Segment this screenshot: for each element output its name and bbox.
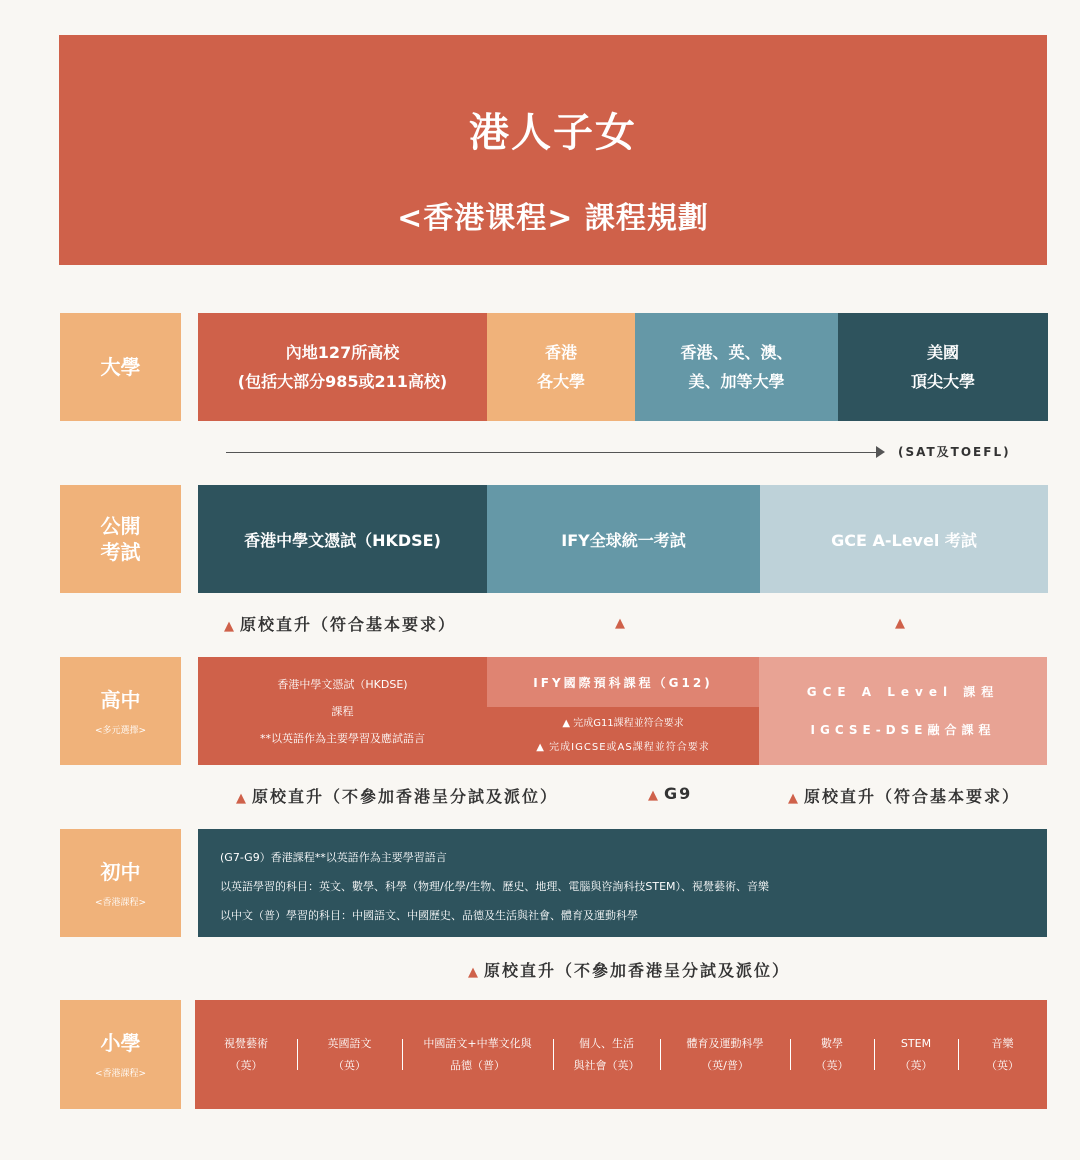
senior-ify-title <box>487 657 759 707</box>
university-international-line2: 美、加等大學 <box>688 372 785 391</box>
senior-note-g9 <box>648 784 692 803</box>
arrow-head-icon <box>876 446 885 458</box>
senior-gce-line1: GCE A Level 課程 <box>806 685 1000 699</box>
university-hongkong <box>487 313 635 421</box>
label-junior-text: 初中 <box>100 859 141 884</box>
arrow-line <box>226 452 880 453</box>
senior-gce <box>759 657 1047 765</box>
primary-subject <box>402 1000 553 1109</box>
primary-subject-language: 品德（普） <box>450 1058 505 1072</box>
primary-subject <box>660 1000 790 1109</box>
exam-note-direct-promotion <box>224 612 456 635</box>
primary-subjects <box>195 1000 1047 1109</box>
primary-subject-name: 視覺藝術 <box>224 1036 268 1050</box>
primary-subject-language: （英） <box>815 1058 849 1072</box>
triangle-icon: ▲ <box>224 619 236 634</box>
university-international <box>635 313 838 421</box>
university-mainland <box>198 313 487 421</box>
sat-toefl-label: (SAT及TOEFL) <box>898 445 1011 459</box>
university-hongkong-line1: 香港 <box>544 343 577 362</box>
junior-line3: 以中文（普）學習的科目：中國語文、中國歷史、品德及生活與社會、體育及運動科學 <box>220 909 638 922</box>
university-mainland-line1: 內地127所高校 <box>285 343 400 362</box>
primary-subject-language: （英） <box>333 1058 366 1072</box>
senior-ify-title-text: IFY國際預科課程（G12) <box>533 675 713 690</box>
university-international-line1: 香港、英、澳、 <box>680 343 793 362</box>
primary-subject <box>958 1000 1047 1109</box>
triangle-icon: ▲ <box>236 791 248 806</box>
exam-hkdse-text: 香港中學文憑試（HKDSE) <box>244 530 441 550</box>
label-senior <box>60 657 181 765</box>
primary-subject <box>195 1000 297 1109</box>
senior-hkdse-line1: 香港中學文憑試（HKDSE) <box>277 677 408 691</box>
primary-subject-language: （英） <box>986 1058 1019 1072</box>
senior-gce-line2: IGCSE-DSE融合課程 <box>810 723 996 737</box>
label-public-exam-line1: 公開 <box>100 514 141 538</box>
primary-subject-language: （英/普） <box>701 1058 749 1072</box>
triangle-icon: ▲ <box>468 965 480 980</box>
exam-note-text: 原校直升（符合基本要求） <box>240 615 457 634</box>
junior-line1: (G7-G9）香港課程**以英語作為主要學習語言 <box>220 851 447 864</box>
label-junior-sub: <香港課程> <box>94 897 147 908</box>
exam-ify <box>487 485 760 593</box>
senior-hkdse-line3: **以英語作為主要學習及應試語言 <box>260 731 425 745</box>
primary-subject-name: 中國語文+中華文化與 <box>423 1036 532 1050</box>
triangle-icon: ▲ <box>648 788 660 803</box>
header-banner <box>59 35 1047 265</box>
senior-note-g9-text: G9 <box>664 784 693 803</box>
label-university <box>60 313 181 421</box>
label-public-exam <box>60 485 181 593</box>
primary-subject <box>553 1000 660 1109</box>
exam-gce <box>760 485 1048 593</box>
senior-note-direct-text: 原校直升（不參加香港呈分試及派位） <box>252 787 559 806</box>
label-university-text: 大學 <box>100 355 141 379</box>
exam-gce-text: GCE A-Level 考試 <box>831 530 977 550</box>
primary-subject-name: STEM <box>900 1036 932 1050</box>
senior-ify-requirements <box>487 707 759 765</box>
triangle-icon: ▲ <box>895 616 907 631</box>
university-hongkong-line2: 各大學 <box>536 372 585 391</box>
primary-subject-language: （英） <box>229 1058 263 1072</box>
university-mainland-line2: (包括大部分985或211高校) <box>237 372 448 391</box>
junior-line2: 以英語學習的科目：英文、數學、科學（物理/化學/生物、歷史、地理、電腦與咨詢科技STEM）、視覺藝術、音樂 <box>220 880 770 893</box>
primary-subject <box>790 1000 874 1109</box>
label-senior-text: 高中 <box>100 687 141 712</box>
primary-subject-language: （英） <box>899 1058 933 1072</box>
junior-note-direct <box>468 958 790 981</box>
exam-note-gce-triangle <box>895 612 911 631</box>
senior-ify-req1: ▲ 完成G11課程並符合要求 <box>562 718 684 729</box>
primary-subject-name: 體育及運動科學 <box>686 1036 764 1050</box>
junior-curriculum <box>198 829 1047 937</box>
exam-hkdse <box>198 485 487 593</box>
page-title: 港人子女 <box>469 110 637 156</box>
senior-note-basic <box>788 784 1020 807</box>
label-junior <box>60 829 181 937</box>
primary-subject-name: 音樂 <box>991 1036 1014 1050</box>
senior-note-direct <box>236 784 558 807</box>
university-us-line2: 頂尖大學 <box>910 372 975 391</box>
label-primary <box>60 1000 181 1109</box>
primary-subject-name: 個人、生活 <box>579 1036 634 1050</box>
primary-subject-language: 與社會（英） <box>573 1058 640 1072</box>
university-us <box>838 313 1048 421</box>
label-senior-sub: <多元選擇> <box>94 725 147 736</box>
triangle-icon: ▲ <box>788 791 800 806</box>
primary-subject <box>874 1000 958 1109</box>
senior-note-basic-text: 原校直升（符合基本要求） <box>804 787 1021 806</box>
primary-subject-name: 英國語文 <box>327 1036 372 1050</box>
exam-ify-text: IFY全球統一考試 <box>561 530 686 550</box>
triangle-icon: ▲ <box>615 616 627 631</box>
label-primary-text: 小學 <box>100 1031 141 1055</box>
label-public-exam-line2: 考試 <box>100 540 141 564</box>
senior-hkdse <box>198 657 487 765</box>
senior-ify-req2: ▲ 完成IGCSE或AS課程並符合要求 <box>536 742 710 753</box>
junior-note-text: 原校直升（不參加香港呈分試及派位） <box>484 961 791 980</box>
university-us-line1: 美國 <box>926 343 959 362</box>
label-primary-sub: <香港課程> <box>94 1069 147 1079</box>
primary-subject <box>297 1000 402 1109</box>
page-subtitle: <香港课程> 課程規劃 <box>397 201 709 236</box>
senior-hkdse-line2: 課程 <box>331 704 354 718</box>
exam-note-ify-triangle <box>615 612 631 631</box>
primary-subject-name: 數學 <box>821 1036 843 1050</box>
